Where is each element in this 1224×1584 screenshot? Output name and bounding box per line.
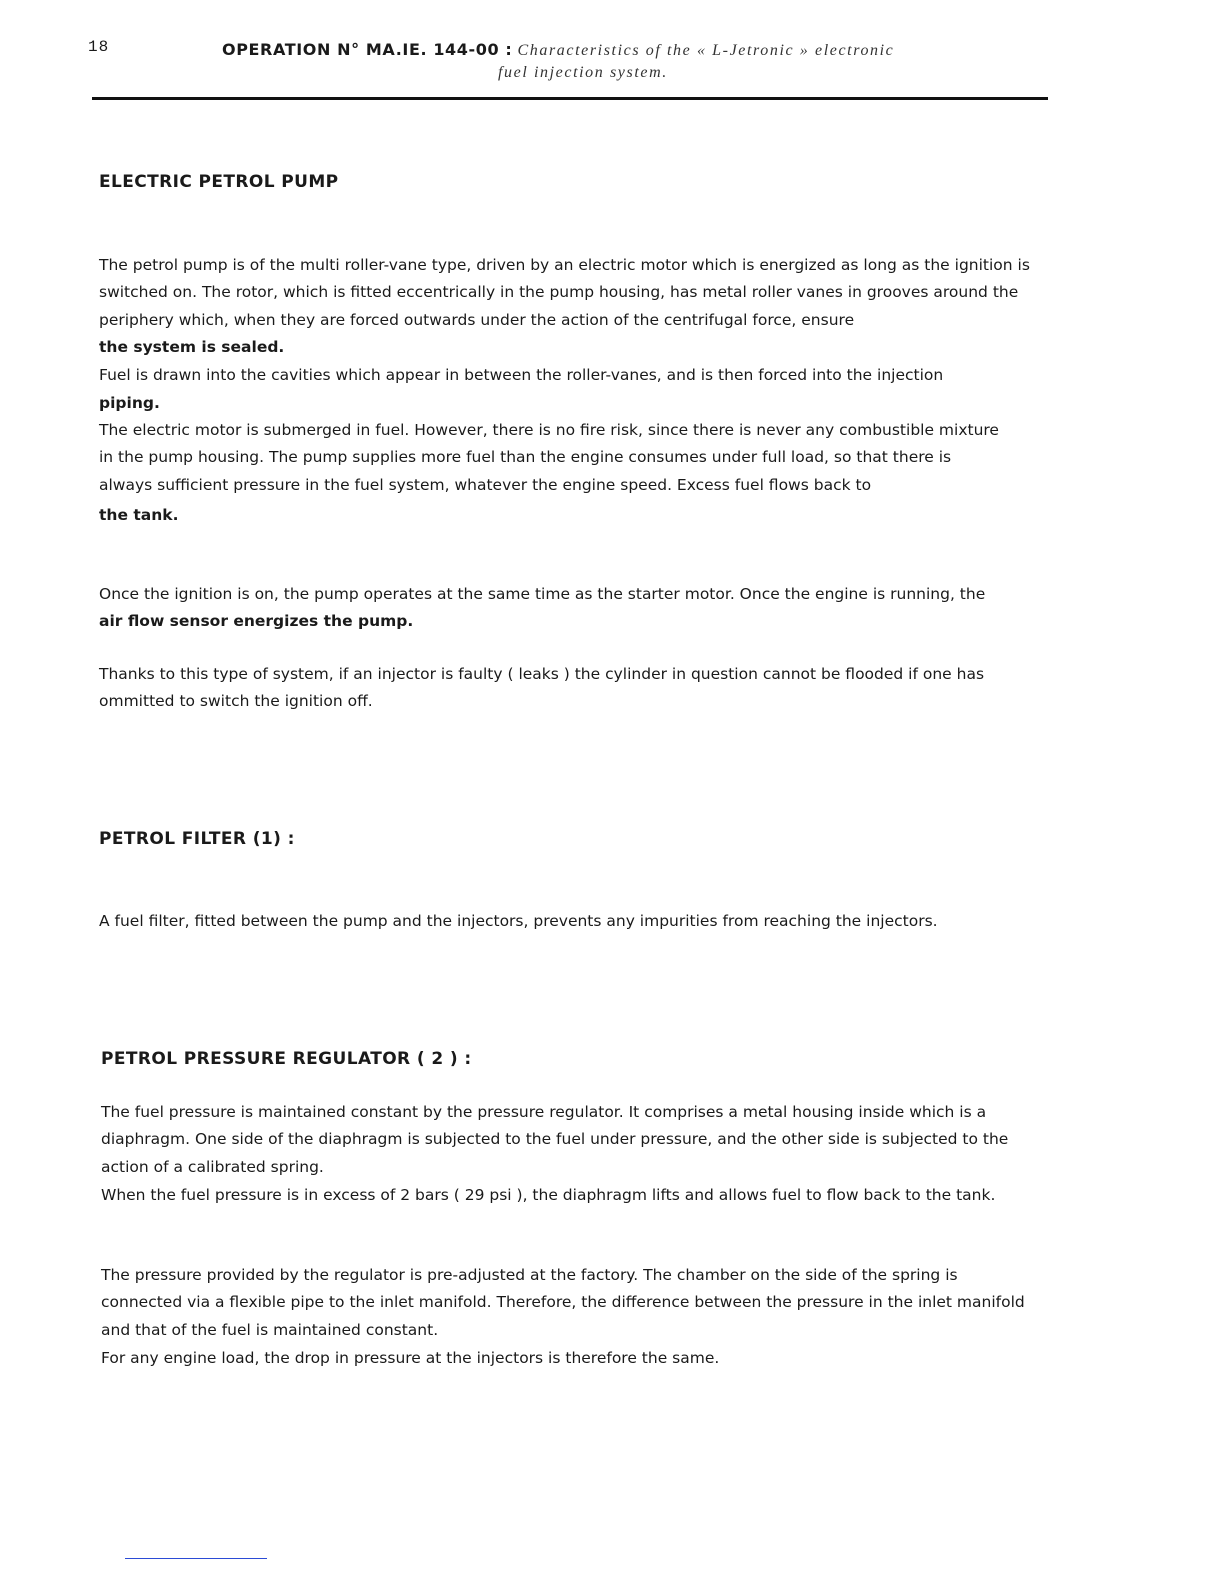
regulator-paragraph-2: When the fuel pressure is in excess of 2 bars ( 29 psi ), the diaphragm lifts and allows fuel to flow back to the tank. (101, 1186, 996, 1204)
pump-paragraph-4: Once the ignition is on, the pump operates at the same time as the starter motor. Once the engine is running, the (99, 585, 986, 603)
pump-paragraph-5: Thanks to this type of system, if an injector is faulty ( leaks ) the cylinder in question cannot be flooded if one has ommitted to switch the ignition off. (99, 665, 985, 711)
pump-paragraph-4-end: air flow sensor energizes the pump. (99, 612, 414, 630)
page-number: 18 (88, 38, 110, 56)
section-heading-pump: ELECTRIC PETROL PUMP (99, 172, 339, 192)
regulator-paragraph-4: For any engine load, the drop in pressure at the injectors is therefore the same. (101, 1349, 720, 1367)
section-heading-regulator: PETROL PRESSURE REGULATOR ( 2 ) : (101, 1049, 472, 1069)
header-rule (92, 97, 1048, 100)
section-heading-filter: PETROL FILTER (1) : (99, 829, 295, 849)
regulator-paragraph-3: The pressure provided by the regulator is pre-adjusted at the factory. The chamber on the side of the spring is connected via a flexible pipe to the inlet manifold. Therefore, the difference between the pressure in the inlet manifold and that of the fuel is maintained constant. (101, 1266, 1025, 1339)
operation-description: Characteristics of the « L-Jetronic » electronic (517, 42, 895, 59)
pump-paragraph-1-end: the system is sealed. (99, 338, 285, 356)
pump-paragraph-3: The electric motor is submerged in fuel. However, there is no fire risk, since there is never any combustible mixture in the pump housing. The pump supplies more fuel than the engine consumes under full load, so that there is always sufficient pressure in the fuel system, whatever the engine speed. Excess fuel flows back to (99, 421, 999, 494)
regulator-paragraph-1: The fuel pressure is maintained constant by the pressure regulator. It comprises a metal housing inside which is a diaphragm. One side of the diaphragm is subjected to the fuel under pressure, and the other side is subjected to the action of a calibrated spring. (101, 1103, 1009, 1176)
pump-paragraph-1: The petrol pump is of the multi roller-vane type, driven by an electric motor which is energized as long as the ignition is switched on. The rotor, which is fitted eccentrically in the pump housing, has metal roller vanes in grooves around the periphery which, when they are forced outwards under the action of the centrifugal force, ensure (99, 256, 1030, 329)
pump-paragraph-2-end: piping. (99, 394, 160, 412)
pump-paragraph-2: Fuel is drawn into the cavities which appear in between the roller-vanes, and is then forced into the injection (99, 366, 944, 384)
operation-code: OPERATION N° MA.IE. 144-00 : (222, 40, 513, 59)
filter-paragraph-1: A fuel filter, fitted between the pump and the injectors, prevents any impurities from reaching the injectors. (99, 912, 938, 930)
footer-underline (125, 1558, 267, 1559)
pump-paragraph-3-end: the tank. (99, 506, 179, 524)
page-header (222, 40, 1042, 82)
operation-description-continued: fuel injection system. (498, 64, 668, 81)
